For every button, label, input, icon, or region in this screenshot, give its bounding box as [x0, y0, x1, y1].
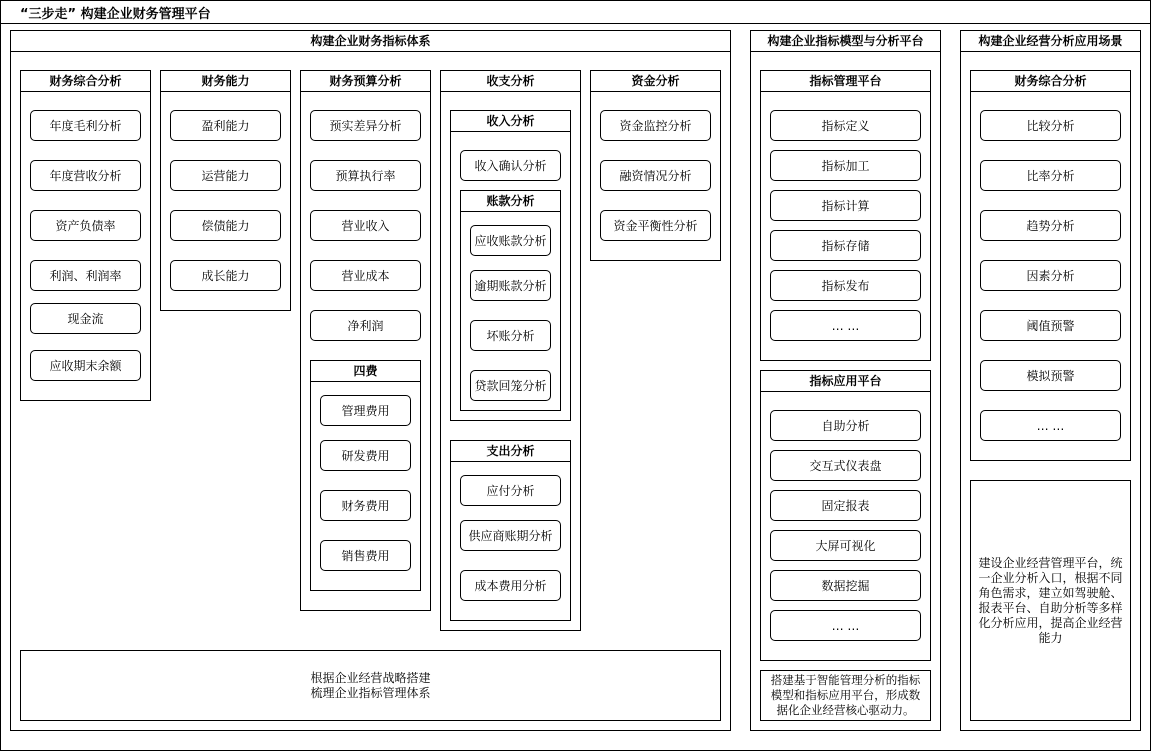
node-ratio: 比率分析	[980, 160, 1121, 191]
node-threshold-alert: 阈值预警	[980, 310, 1121, 341]
node-indicator-storage: 指标存储	[770, 230, 921, 261]
page-title: “三步走” 构建企业财务管理平台	[20, 6, 211, 22]
node-supplier-terms: 供应商账期分析	[460, 520, 561, 551]
node-ellipsis: … …	[770, 610, 921, 641]
section2-note: 搭建基于智能管理分析的指标 模型和指标应用平台，形成数 据化企业经营核心驱动力。	[760, 670, 931, 721]
column-title: 资金分析	[591, 71, 720, 92]
node-finance-expense: 财务费用	[320, 490, 411, 521]
node-overdue-accounts: 逾期账款分析	[470, 270, 551, 301]
node-indicator-processing: 指标加工	[770, 150, 921, 181]
node-fund-monitoring: 资金监控分析	[600, 110, 711, 141]
node-indicator-publish: 指标发布	[770, 270, 921, 301]
section-title: 构建企业经营分析应用场景	[961, 31, 1140, 52]
node-bad-debt: 坏账分析	[470, 320, 551, 351]
node-comparison: 比较分析	[980, 110, 1121, 141]
node-payables: 应付分析	[460, 475, 561, 506]
node-budget-variance: 预实差异分析	[310, 110, 421, 141]
group-title: 支出分析	[451, 441, 570, 462]
node-profit-rate: 利润、利润率	[30, 260, 141, 291]
node-factor: 因素分析	[980, 260, 1121, 291]
node-financing: 融资情况分析	[600, 160, 711, 191]
node-receivable-balance: 应收期末余额	[30, 350, 141, 381]
node-annual-revenue: 年度营收分析	[30, 160, 141, 191]
node-cash-flow: 现金流	[30, 303, 141, 334]
node-fund-balance: 资金平衡性分析	[600, 210, 711, 241]
node-revenue-recognition: 收入确认分析	[460, 150, 561, 181]
group-title: 收入分析	[451, 111, 570, 132]
section-title: 构建企业财务指标体系	[11, 31, 730, 52]
node-admin-expense: 管理费用	[320, 395, 411, 426]
column-title: 财务能力	[161, 71, 290, 92]
column-title: 收支分析	[441, 71, 580, 92]
node-debt-ratio: 资产负债率	[30, 210, 141, 241]
group-title: 账款分析	[461, 191, 560, 212]
node-operating-capability: 运营能力	[170, 160, 281, 191]
node-profitability: 盈利能力	[170, 110, 281, 141]
node-self-service-analysis: 自助分析	[770, 410, 921, 441]
node-annual-gross-profit: 年度毛利分析	[30, 110, 141, 141]
node-operating-income: 营业收入	[310, 210, 421, 241]
column-title: 财务综合分析	[21, 71, 150, 92]
node-interactive-dashboard: 交互式仪表盘	[770, 450, 921, 481]
node-receivables: 应收账款分析	[470, 225, 551, 256]
node-cost-expense: 成本费用分析	[460, 570, 561, 601]
group-title: 指标管理平台	[761, 71, 930, 92]
node-ellipsis: … …	[770, 310, 921, 341]
node-growth: 成长能力	[170, 260, 281, 291]
section-title: 构建企业指标模型与分析平台	[751, 31, 940, 52]
node-loan-recovery: 贷款回笼分析	[470, 370, 551, 401]
section1-note: 根据企业经营战略搭建 梳理企业指标管理体系	[20, 650, 721, 721]
group-title: 财务综合分析	[971, 71, 1130, 92]
node-indicator-definition: 指标定义	[770, 110, 921, 141]
group-title: 四费	[311, 361, 420, 382]
column-title: 财务预算分析	[301, 71, 430, 92]
node-data-mining: 数据挖掘	[770, 570, 921, 601]
node-budget-execution: 预算执行率	[310, 160, 421, 191]
node-trend: 趋势分析	[980, 210, 1121, 241]
section3-note: 建设企业经营管理平台，统 一企业分析入口，根据不同 角色需求，建立如驾驶舱、 报表平台、自助分析等多样 化分析应用，提高企业经营 能力	[970, 480, 1131, 721]
node-fixed-report: 固定报表	[770, 490, 921, 521]
node-ellipsis: … …	[980, 410, 1121, 441]
node-simulation-alert: 模拟预警	[980, 360, 1121, 391]
group-title: 指标应用平台	[761, 371, 930, 392]
node-large-screen: 大屏可视化	[770, 530, 921, 561]
node-operating-cost: 营业成本	[310, 260, 421, 291]
node-rd-expense: 研发费用	[320, 440, 411, 471]
node-sales-expense: 销售费用	[320, 540, 411, 571]
node-solvency: 偿债能力	[170, 210, 281, 241]
node-net-profit: 净利润	[310, 310, 421, 341]
node-indicator-calculation: 指标计算	[770, 190, 921, 221]
